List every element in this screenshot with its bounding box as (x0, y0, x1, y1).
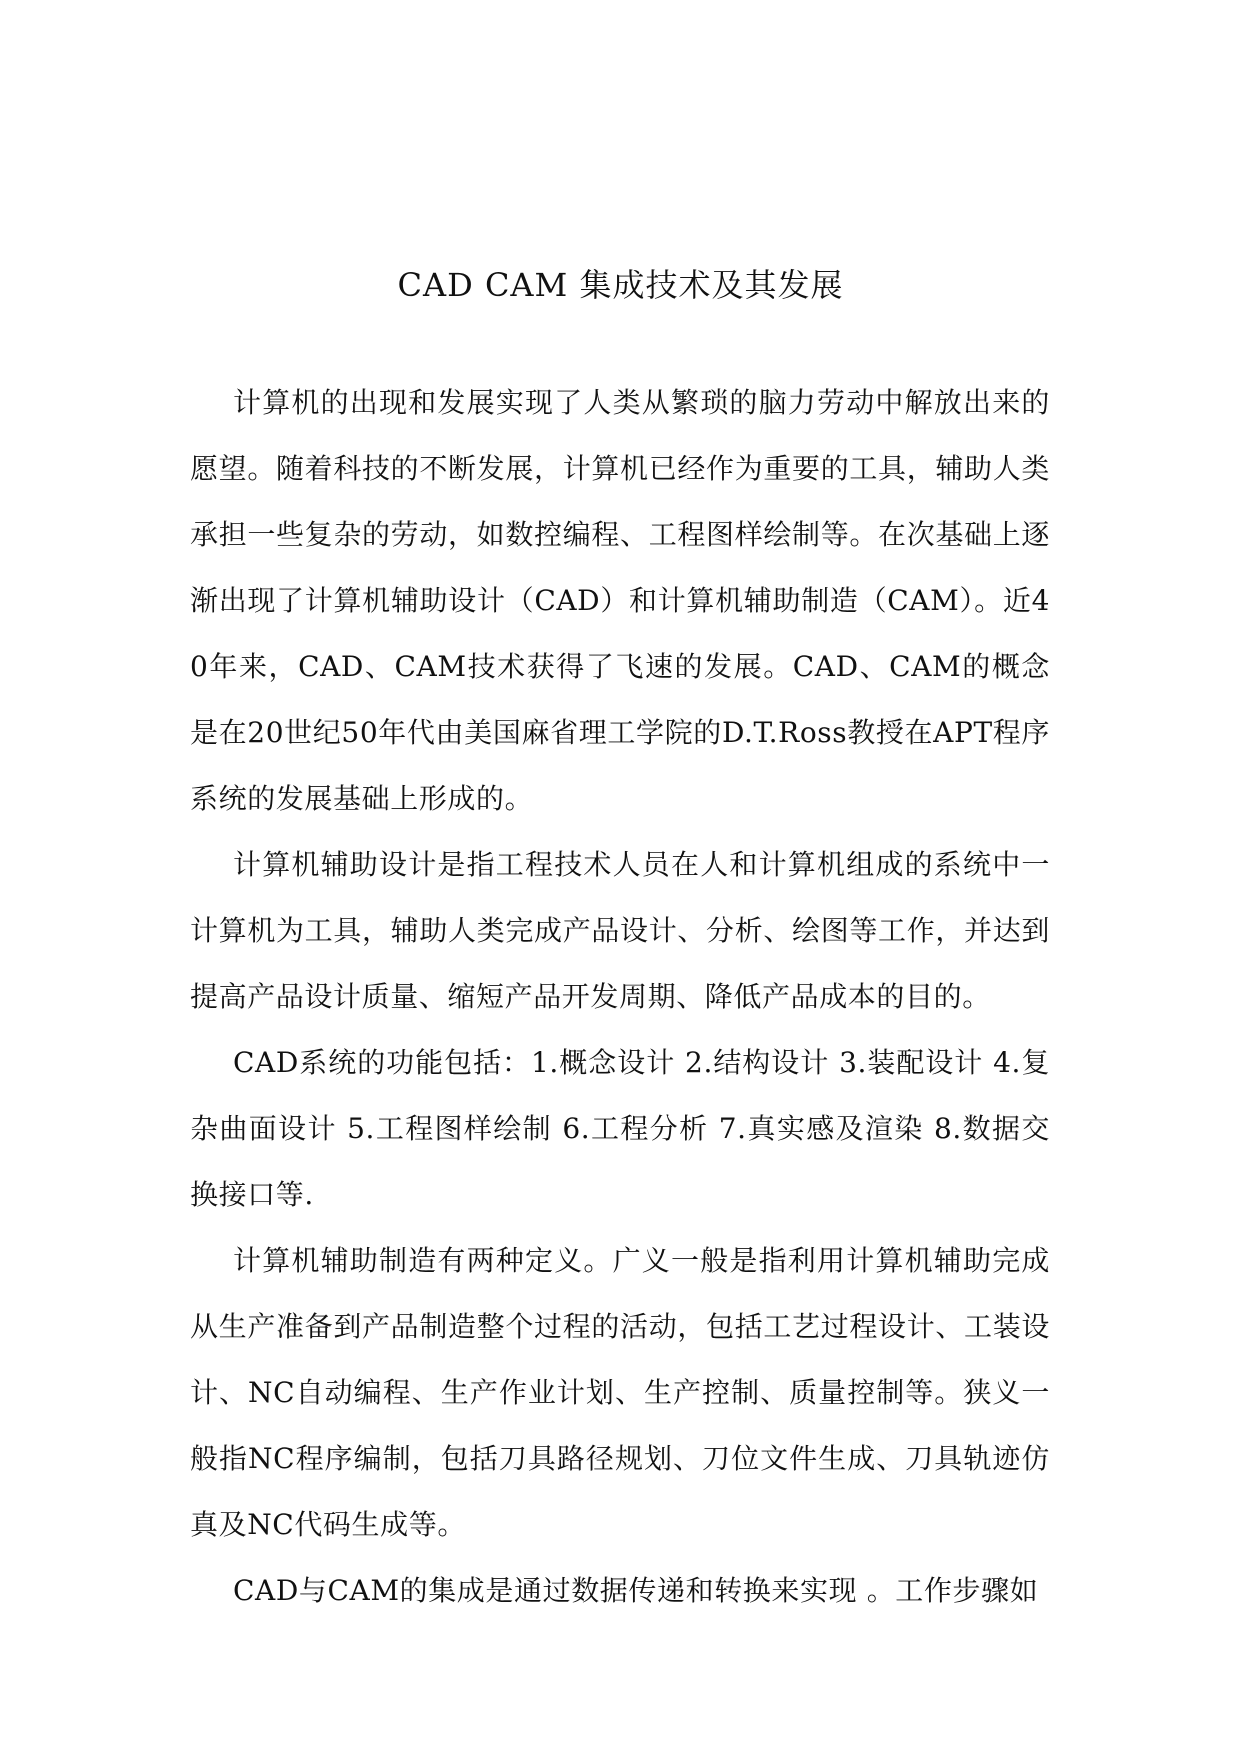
paragraph-cad-functions: CAD系统的功能包括：1.概念设计 2.结构设计 3.装配设计 4.复杂曲面设计 5.工程图样绘制 6.工程分析 7.真实感及渲染 8.数据交换接口等. (190, 1046, 1050, 1211)
document-body (190, 370, 1050, 1624)
paragraph-cam-definition: 计算机辅助制造有两种定义。广义一般是指利用计算机辅助完成从生产准备到产品制造整个过程的活动，包括工艺过程设计、工装设计、NC自动编程、生产作业计划、生产控制、质量控制等。狭义一般指NC程序编制，包括刀具路径规划、刀位文件生成、刀具轨迹仿真及NC代码生成等。 (190, 1244, 1050, 1541)
document-title: CAD CAM 集成技术及其发展 (397, 266, 844, 304)
paragraph-cad-cam-integration: CAD与CAM的集成是通过数据传递和转换来实现 。工作步骤如 (233, 1574, 1039, 1607)
paragraph-intro: 计算机的出现和发展实现了人类从繁琐的脑力劳动中解放出来的愿望。随着科技的不断发展，计算机已经作为重要的工具，辅助人类承担一些复杂的劳动，如数控编程、工程图样绘制等。在次基础上逐渐出现了计算机辅助设计（CAD）和计算机辅助制造（CAM）。近40年来，CAD、CAM技术获得了飞速的发展。CAD、CAM的概念是在20世纪50年代由美国麻省理工学院的D.T.Ross教授在APT程序系统的发展基础上形成的。 (190, 386, 1050, 815)
paragraph-cad-definition: 计算机辅助设计是指工程技术人员在人和计算机组成的系统中一计算机为工具，辅助人类完成产品设计、分析、绘图等工作，并达到提高产品设计质量、缩短产品开发周期、降低产品成本的目的。 (190, 848, 1050, 1013)
